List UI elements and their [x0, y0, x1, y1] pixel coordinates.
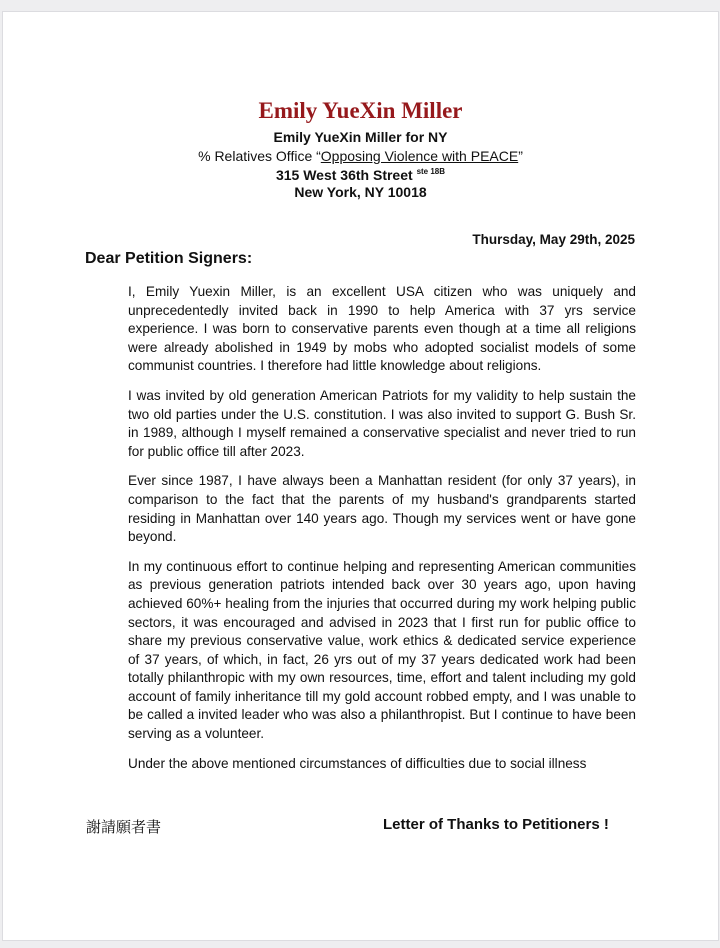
office-suffix: ”: [518, 148, 523, 164]
letterhead-subtitle: Emily YueXin Miller for NY: [273, 129, 448, 145]
letterhead-street: [3, 167, 718, 183]
letterhead-city: New York, NY 10018: [294, 184, 427, 200]
greeting: Dear Petition Signers:: [85, 250, 253, 267]
paragraph: Under the above mentioned circumstances of difficulties due to social illness: [128, 755, 587, 771]
paragraph: I was invited by old generation American Patriots for my validity to help sustain the two old parties under the U.S. constitution. I was also invited to support G. Bush Sr. in 1989, although I myself remained a conservative specialist and never tried to run for public office till after 2023.: [128, 387, 636, 459]
paragraph: In my continuous effort to continue helping and representing American communities as previous generation patriots intended back over 30 years ago, upon having achieved 60%+ healing from the injuries that occurred during my work helping public sectors, it was encouraged and advised in 2023 that I first run for public office to share my previous conservative value, work ethics & dedicated service experience of 37 years, of which, in fact, 26 yrs out of my 37 years dedicated work had been totally philanthropic with my own resources, time, effort and talent including my gold account of family inheritance till my gold account robbed empty, and I was unable to be called a invited leader who was also a philanthropist. But I continue to have been serving as a volunteer.: [128, 558, 636, 742]
letterhead-title: Emily YueXin Miller: [258, 98, 463, 123]
letter-body: [128, 283, 636, 784]
office-link[interactable]: Opposing Violence with PEACE: [320, 148, 519, 164]
footer-chinese-title: 謝請願者書: [86, 819, 162, 836]
document-page: [2, 11, 719, 941]
paragraph: I, Emily Yuexin Miller, is an excellent USA citizen who was uniquely and unprecedentedly invited back in 1990 to help America with 37 yrs service experience. I was born to conservative parents even though at a time all religions were already abolished in 1949 by mobs who adopted socialist models of some communist countries. I therefore had little knowledge about religions.: [128, 284, 636, 374]
paragraph: Ever since 1987, I have always been a Manhattan resident (for only 37 years), in comparison to the fact that the parents of my husband's grandparents started residing in Manhattan over 140 years ago. Though my services went or have gone beyond.: [128, 473, 636, 545]
letterhead-office: [3, 148, 718, 164]
street: 315 West 36th Street: [275, 167, 413, 183]
office-prefix: % Relatives Office “: [198, 148, 321, 164]
suite: ste 18B: [416, 167, 446, 176]
letter-date: Thursday, May 29th, 2025: [472, 232, 635, 247]
footer-english-title: Letter of Thanks to Petitioners !: [383, 816, 609, 833]
